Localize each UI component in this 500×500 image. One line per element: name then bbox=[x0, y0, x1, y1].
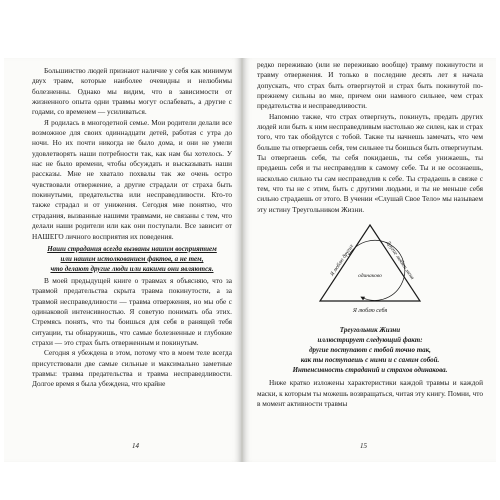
triangle-left-label: Я люблю других bbox=[329, 243, 355, 278]
triangle-of-life-diagram bbox=[257, 215, 483, 325]
right-page-number: 15 bbox=[360, 442, 367, 450]
triangle-right-label: Другие любят меня bbox=[384, 240, 415, 282]
quote-line-2: или нашим истолкованием фактов, а не тем, bbox=[60, 254, 204, 263]
triangle-svg bbox=[257, 215, 483, 325]
caption-line-5: Интенсивность страданий и страхов одинакова. bbox=[292, 366, 448, 375]
triangle-caption bbox=[257, 325, 483, 375]
left-page bbox=[4, 58, 241, 462]
right-paragraph-1: редко переживаю (или не переживаю вообще) травму покинутости и травму отвержения. И только в последние десять лет я начала допускать, что страх быть отвергнутой и страх быть покинутой по-прежнему сильны во мне, причем они намного сильнее, чем страх предательства и несправедливости. bbox=[257, 60, 483, 111]
highlighted-quote bbox=[32, 244, 232, 274]
quote-line-3: что делают другие люди или какими они являются. bbox=[50, 264, 214, 273]
caption-line-4: как ты поступаешь с ними и с самим собой. bbox=[300, 356, 440, 365]
left-paragraph-4: Сегодня я убеждена в этом, потому что в моем теле всегда присутствовали две самые сильные и максимально заметные травмы: травма предательства и травма несправедливости. Долгое время я была убеждена, что крайне bbox=[32, 348, 232, 389]
left-page-text bbox=[32, 66, 232, 390]
left-paragraph-2: Я родилась в многодетной семье. Мои родители делали все возможное для своих одиннадцати детей, работая с утра до ночи. Но их почти никогда не было дома, и они не умели удовлетворять наши потребности так, как нам бы хотелось. У нас не было времени, чтобы обсуждать и высказывать наши рассказы. Мне не хватало похвалы так же очень остро чувствовали отвержение, а другие страдали от страха быть покинутыми, предательства или несправедливости. Кто-то также страдал и от унижения. Сегодня мне понятно, что страдания, вызванные нашими травмами, не связаны с тем, что делали наши родители или как они поступали. Все зависит от НАШЕГО личного восприятия их поведения. bbox=[32, 117, 232, 241]
left-paragraph-1: Большинство людей признают наличие у себя как минимум двух травм, которые наиболее очевидны и нелюбимы болезненны. Однако мы видим, что в зависимости от жизненного опыта одни травмы могут ослабевать, а другие с годами, со временем — усиливаться. bbox=[32, 66, 232, 117]
quote-line-1: Наши страдания всегда вызваны нашим восприятием bbox=[47, 244, 217, 253]
caption-line-2: иллюстрирует следующий факт: bbox=[317, 336, 423, 345]
right-paragraph-2: Напомню также, что страх отвергнуть, покинуть, предать других людей или быть к ним несправедливым настолько же силен, как и страх того, что так обойдутся с тобой. Также ты начнешь замечать, что чем больше ты отвергаешь себя, тем сильнее ты боишься быть отвергнутым. Ты отвергаешь себя, ты себя покидаешь, ты себя унижаешь, ты предаешь себя и ты несправедлив к самому себе. Ты и не осознаешь, насколько сильно ты сам несправедлив к себе. Ты страдаешь в связке с тем, что ты не с этим, быть с другими людьми, и ты не меньше себя сильно страдаешь от этого. В учении «Слушай Свое Тело» мы называем эту истину Треугольником Жизни. bbox=[257, 111, 484, 214]
caption-line-1: Треугольник Жизни bbox=[339, 326, 401, 335]
right-page bbox=[243, 58, 496, 462]
triangle-center-label: одинаково bbox=[358, 273, 382, 280]
right-paragraph-3: Ниже кратко изложены характеристики каждой травмы и каждой маски, к которым ты можешь возвращаться, читая эту книгу. Помни, что в момент активности травмы bbox=[257, 378, 483, 408]
left-page-number: 14 bbox=[132, 442, 139, 450]
caption-line-3: другие поступают с тобой точно так, bbox=[309, 346, 431, 355]
triangle-bottom-label: Я люблю себя bbox=[352, 308, 388, 315]
right-page-text bbox=[257, 60, 483, 409]
left-paragraph-3: В моей предыдущей книге о травмах я объясняю, что за травмой предательства скрыта травма покинутости, а за травмой несправедливости — травма отвержения, но мы обе с одинаковой интенсивностью. Я советую понимать оба этих. Стремясь понять, что ты боишься для себя в ранящей тебя ситуации, ты обнаружишь, что самые болезненные и глубокие страхи — это страх быть отверженным и покинутым. bbox=[32, 275, 232, 347]
